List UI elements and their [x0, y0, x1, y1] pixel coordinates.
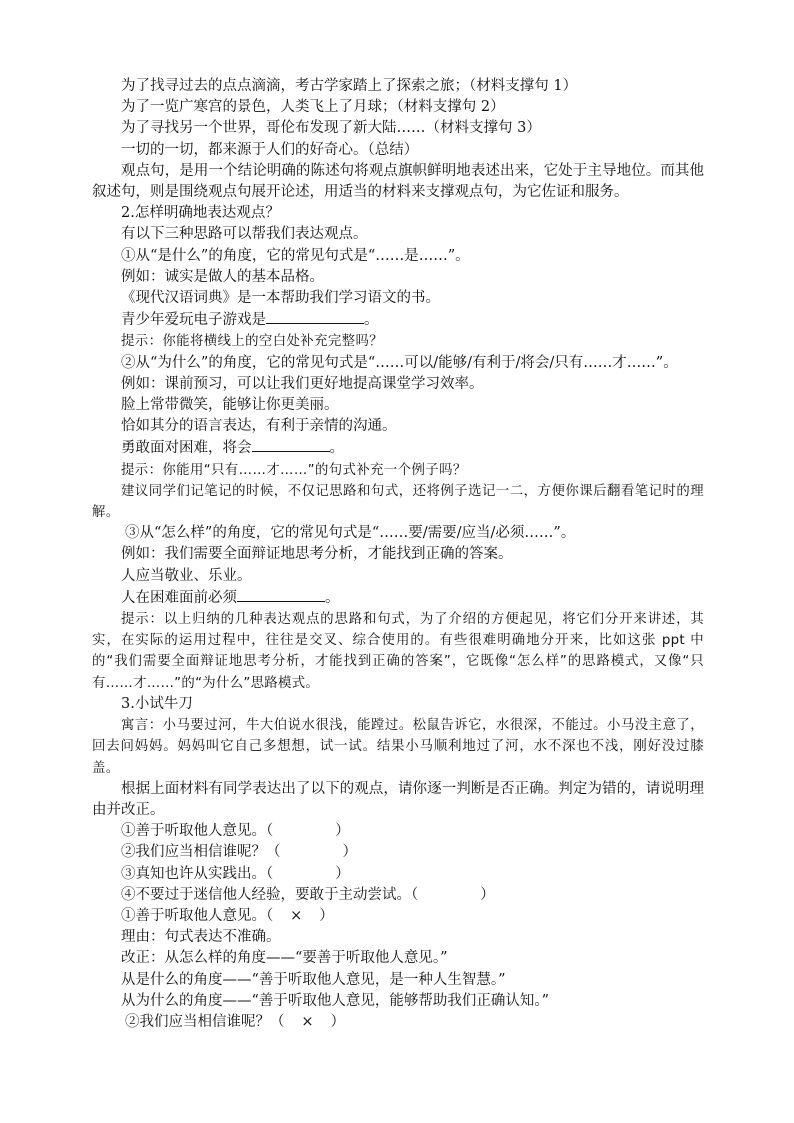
answer-item: ①善于听取他人意见。（ × ）: [92, 906, 704, 927]
why-angle-paragraph: ②从“为什么”的角度，它的常见句式是“……可以/能够/有利于/将会/只有……才……”。: [121, 354, 678, 371]
section-heading-2: 2.怎样明确地表达观点？: [121, 205, 280, 222]
note-paragraph: 建议同学们记笔记的时候，不仅记思路和句式，还将例子选记一二，方便你课后翻看笔记时的理解。: [92, 483, 704, 521]
support-sentence-3: 为了寻找另一个世界，哥伦布发现了新大陆……（材料支撑句 3）: [121, 120, 541, 137]
example-line: 例如：我们需要全面辩证地思考分析，才能找到正确的答案。: [121, 546, 513, 563]
fill-blank-line: 青少年爱玩电子游戏是 。: [92, 309, 704, 331]
answer-blank[interactable]: [266, 309, 364, 324]
question-item: ④不要过于迷信他人经验，要敢于主动尝试。（ ）: [121, 886, 495, 903]
example-line: 例如：诚实是做人的基本品格。: [121, 268, 324, 285]
fill-blank-line: 人在困难面前必须 。: [92, 587, 704, 609]
example-line: 《现代汉语词典》是一本帮助我们学习语文的书。: [121, 290, 440, 307]
correction-line: 从是什么的角度——“善于听取他人意见，是一种人生智慧。”: [121, 971, 506, 988]
answer-blank[interactable]: [252, 437, 330, 452]
hint-paragraph: 提示：以上归纳的几种表达观点的思路和句式，为了介绍的方便起见，将它们分开来讲述，其实，在实际的运用过程中，往往是交叉、综合使用的。有些很难明确地分开来，比如这张 ppt 中的“我们需要全面辩证地思考分析，才能找到正确的答案”，它既像“怎么样”的思路模式，又像“只有……才……”的“为什么”思路模式。: [92, 612, 704, 691]
example-line: 人应当敬业、乐业。: [121, 567, 252, 584]
fill-blank-line: 勇敢面对困难，将会 。: [92, 437, 704, 459]
example-line: 恰如其分的语言表达，有利于亲情的沟通。: [121, 418, 397, 435]
document-page: [92, 76, 704, 1033]
answer-mark: ×: [301, 1013, 314, 1030]
hint-line: 提示：你能将横线上的空白处补充完整吗？: [121, 334, 384, 350]
question-item: ①善于听取他人意见。（ ）: [121, 823, 350, 840]
answer-blank[interactable]: [237, 587, 325, 602]
example-line: 例如：课前预习，可以让我们更好地提高课堂学习效率。: [121, 375, 484, 392]
question-item: ②我们应当相信谁呢？（ ）: [121, 844, 357, 861]
answer-mark: ×: [290, 907, 303, 924]
task-paragraph: 根据上面材料有同学表达出了以下的观点，请你逐一判断是否正确。判定为错的，请说明理由并改正。: [92, 780, 704, 818]
example-line: 脸上常带微笑，能够让你更美丽。: [121, 397, 339, 414]
correction-line: 从为什么的角度——“善于听取他人意见，能够帮助我们正确认知。”: [121, 992, 550, 1009]
intro-line: 有以下三种思路可以帮我们表达观点。: [121, 226, 368, 243]
reason-line: 理由：句式表达不准确。: [121, 929, 281, 946]
answer-item: ②我们应当相信谁呢？（ × ）: [92, 1012, 704, 1033]
support-sentence-1: 为了找寻过去的点点滴滴，考古学家踏上了探索之旅；（材料支撑句 1）: [121, 78, 578, 94]
summary-sentence: 一切的一切，都来源于人们的好奇心。（总结）: [121, 141, 419, 158]
hint-line: 提示：你能用“只有……才……”的句式补充一个例子吗？: [121, 462, 467, 478]
question-item: ③真知也许从实践出。（ ）: [121, 865, 350, 882]
section-heading-3: 3.小试牛刀: [121, 695, 193, 712]
support-sentence-2: 为了一览广寒宫的景色，人类飞上了月球；（材料支撑句 2）: [121, 99, 505, 116]
correction-line: 改正：从怎么样的角度——“要善于听取他人意见。”: [121, 950, 448, 967]
what-angle-line: ①从“是什么”的角度，它的常见句式是“……是……”。: [121, 247, 470, 264]
fable-paragraph: 寓言：小马要过河，牛大伯说水很浅，能蹚过。松鼠告诉它，水很深，不能过。小马没主意了，回去问妈妈。妈妈叫它自己多想想，试一试。结果小马顺利地过了河，水不深也不浅，刚好没过膝盖。: [92, 718, 704, 776]
viewpoint-paragraph: 观点句，是用一个结论明确的陈述句将观点旗帜鲜明地表述出来，它处于主导地位。而其他叙述句，则是围绕观点句展开论述，用适当的材料来支撑观点句，为它佐证和服务。: [92, 162, 704, 201]
how-angle-line: ③从“怎么样”的角度，它的常见句式是“……要/需要/应当/必须……”。: [125, 525, 576, 542]
